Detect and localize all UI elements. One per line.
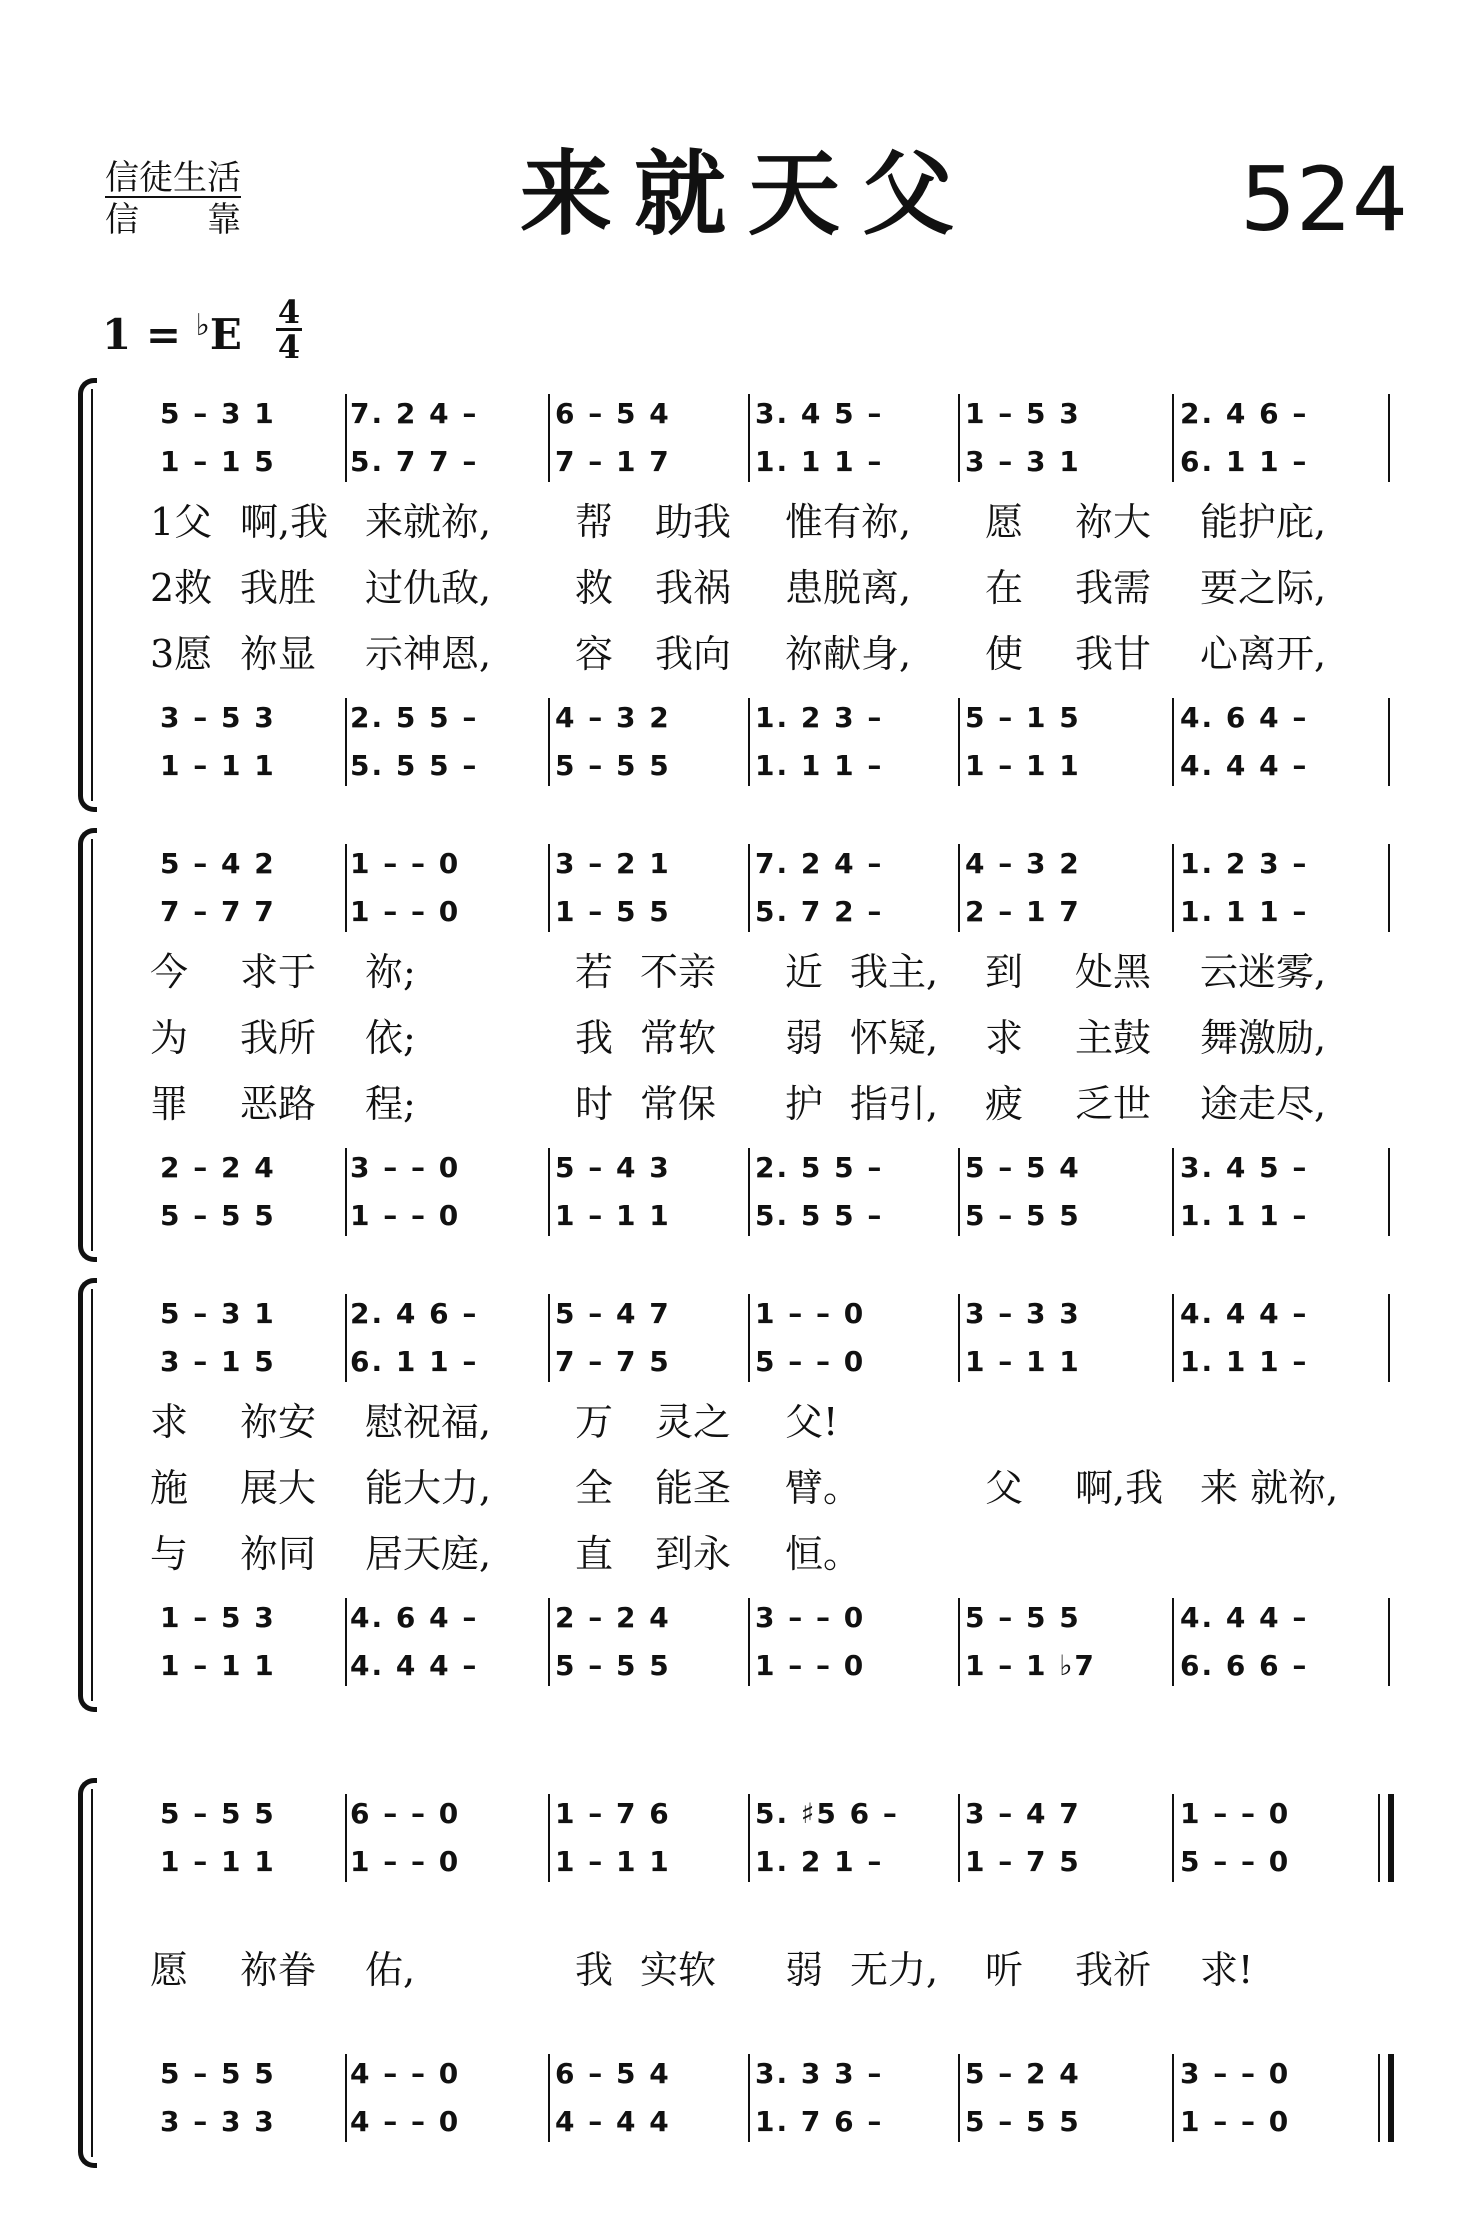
lyric-syllable: 听: [985, 1948, 1024, 1992]
barline: [548, 2054, 550, 2142]
barline: [345, 394, 347, 482]
category-label: 信徒生活: [105, 158, 241, 198]
barline: [1388, 1294, 1390, 1382]
barline: [958, 698, 960, 786]
lower-voice-2-measure: 4 – 4 4: [555, 2105, 671, 2138]
lyric-syllable: 万: [575, 1400, 614, 1444]
lyric-syllable: 我所: [240, 1016, 317, 1060]
barline: [548, 1148, 550, 1236]
barline: [345, 1598, 347, 1686]
upper-voice-1-measure: 3 – 3 3: [965, 1297, 1081, 1330]
lower-voice-1-measure: 4 – – 0: [350, 2057, 461, 2090]
upper-voice-2-measure: 5. 7 7 –: [350, 445, 479, 478]
upper-voice-2-measure: 3 – 3 1: [965, 445, 1081, 478]
lyric-syllable: 惟有祢,: [785, 500, 912, 544]
upper-voice-1-measure: 5 – 4 2: [160, 847, 276, 880]
upper-voice-1-measure: 1 – 5 3: [965, 397, 1081, 430]
lyric-syllable: 到永: [655, 1532, 732, 1576]
lower-voice-1-measure: 3 – – 0: [755, 1601, 866, 1634]
key-prefix: 1 =: [102, 310, 196, 359]
barline: [958, 2054, 960, 2142]
lower-voice-1-measure: 5 – 5 5: [965, 1601, 1081, 1634]
lower-voice-2-measure: 5. 5 5 –: [350, 749, 479, 782]
barline: [1172, 1148, 1174, 1236]
lower-voice-2-measure: 1 – 1 ♭7: [965, 1649, 1096, 1682]
lower-voice-1-measure: 2 – 2 4: [160, 1151, 276, 1184]
upper-voice-2-measure: 6. 1 1 –: [1180, 445, 1309, 478]
lyric-syllable: 求: [985, 1016, 1024, 1060]
system-brace: [78, 828, 97, 1262]
time-signature: [276, 293, 302, 366]
lower-voice-2-measure: 1 – – 0: [1180, 2105, 1291, 2138]
barline: [748, 1294, 750, 1382]
lyric-syllable: 2救: [150, 566, 213, 610]
lyric-syllable: 啊,我: [1075, 1466, 1164, 1510]
upper-voice-2-measure: 1. 1 1 –: [1180, 895, 1309, 928]
subcategory-label: 信 靠: [105, 200, 241, 240]
lyric-syllable: 恒。: [785, 1532, 862, 1576]
lyric-syllable: 1父: [150, 500, 213, 544]
lyric-syllable: 患脱离,: [785, 566, 912, 610]
lyric-syllable: 主鼓: [1075, 1016, 1152, 1060]
lower-voice-1-measure: 4. 6 4 –: [1180, 701, 1309, 734]
upper-voice-2-measure: 1. 1 1 –: [755, 445, 884, 478]
barline: [548, 1598, 550, 1686]
lyric-syllable: 恶路: [240, 1082, 317, 1126]
upper-voice-1-measure: 1 – 7 6: [555, 1797, 671, 1830]
barline: [1388, 698, 1390, 786]
lyric-syllable: 到: [985, 950, 1024, 994]
lyric-syllable: 在: [985, 566, 1024, 610]
lyric-syllable: 使: [985, 632, 1024, 676]
upper-voice-1-measure: 3 – 4 7: [965, 1797, 1081, 1830]
lower-voice-2-measure: 1. 7 6 –: [755, 2105, 884, 2138]
upper-voice-2-measure: 3 – 1 5: [160, 1345, 276, 1378]
lower-voice-1-measure: 3. 4 5 –: [1180, 1151, 1309, 1184]
barline: [1172, 1794, 1174, 1882]
lyric-syllable: 时: [575, 1082, 614, 1126]
lyric-syllable: 求: [150, 1400, 189, 1444]
lyric-syllable: 若: [575, 950, 614, 994]
barline: [345, 1148, 347, 1236]
lyric-syllable: 直: [575, 1532, 614, 1576]
barline: [548, 1794, 550, 1882]
lyric-syllable: 指引,: [850, 1082, 939, 1126]
barline: [1172, 394, 1174, 482]
barline: [548, 698, 550, 786]
hymn-number: 524: [1240, 148, 1408, 251]
lower-voice-1-measure: 5 – 4 3: [555, 1151, 671, 1184]
barline: [548, 844, 550, 932]
barline: [1388, 1598, 1390, 1686]
lyric-syllable: 能圣: [655, 1466, 732, 1510]
upper-voice-2-measure: 1 – 1 1: [555, 1845, 671, 1878]
upper-voice-1-measure: 4. 4 4 –: [1180, 1297, 1309, 1330]
barline: [1172, 1598, 1174, 1686]
barline: [958, 394, 960, 482]
upper-voice-1-measure: 1 – – 0: [755, 1297, 866, 1330]
barline: [748, 698, 750, 786]
lower-voice-1-measure: 2. 5 5 –: [755, 1151, 884, 1184]
upper-voice-1-measure: 3. 4 5 –: [755, 397, 884, 430]
barline: [958, 1148, 960, 1236]
lyric-syllable: 3愿: [150, 632, 213, 676]
lower-voice-2-measure: 5 – 5 5: [555, 1649, 671, 1682]
lyric-syllable: 为: [150, 1016, 189, 1060]
upper-voice-2-measure: 5 – – 0: [755, 1345, 866, 1378]
lower-voice-2-measure: 5. 5 5 –: [755, 1199, 884, 1232]
lyric-syllable: 祢;: [365, 950, 416, 994]
key-letter: E: [209, 310, 242, 359]
lower-voice-2-measure: 5 – 5 5: [965, 2105, 1081, 2138]
lyric-syllable: 慰祝福,: [365, 1400, 492, 1444]
lyric-syllable: 无力,: [850, 1948, 939, 1992]
lower-voice-1-measure: 5 – 1 5: [965, 701, 1081, 734]
lyric-syllable: 我甘: [1075, 632, 1152, 676]
upper-voice-2-measure: 2 – 1 7: [965, 895, 1081, 928]
upper-voice-1-measure: 7. 2 4 –: [350, 397, 479, 430]
lyric-syllable: 能大力,: [365, 1466, 492, 1510]
barline: [958, 1294, 960, 1382]
lyric-syllable: 常软: [640, 1016, 717, 1060]
upper-voice-1-measure: 1. 2 3 –: [1180, 847, 1309, 880]
upper-voice-2-measure: 5 – – 0: [1180, 1845, 1291, 1878]
upper-voice-2-measure: 1. 2 1 –: [755, 1845, 884, 1878]
barline: [958, 1598, 960, 1686]
lyric-syllable: 能护庇,: [1200, 500, 1327, 544]
lyric-syllable: 云迷雾,: [1200, 950, 1327, 994]
lower-voice-1-measure: 5 – 5 5: [160, 2057, 276, 2090]
lyric-syllable: 来 就祢,: [1200, 1466, 1339, 1510]
barline: [958, 844, 960, 932]
lyric-syllable: 来就祢,: [365, 500, 492, 544]
upper-voice-2-measure: 7 – 1 7: [555, 445, 671, 478]
upper-voice-1-measure: 5 – 5 5: [160, 1797, 276, 1830]
lower-voice-1-measure: 5 – 5 4: [965, 1151, 1081, 1184]
lower-voice-2-measure: 1 – 1 1: [160, 749, 276, 782]
lower-voice-2-measure: 4. 4 4 –: [350, 1649, 479, 1682]
lower-voice-1-measure: 4. 6 4 –: [350, 1601, 479, 1634]
lyric-syllable: 途走尽,: [1200, 1082, 1327, 1126]
lyric-syllable: 祢显: [240, 632, 317, 676]
lyric-syllable: 求!: [1200, 1948, 1254, 1992]
lower-voice-2-measure: 1. 1 1 –: [755, 749, 884, 782]
lyric-syllable: 心离开,: [1200, 632, 1327, 676]
lyric-syllable: 示神恩,: [365, 632, 492, 676]
barline: [748, 1598, 750, 1686]
lower-voice-2-measure: 5 – 5 5: [965, 1199, 1081, 1232]
barline: [1172, 698, 1174, 786]
upper-voice-2-measure: 1 – – 0: [350, 895, 461, 928]
lyric-syllable: 乏世: [1075, 1082, 1152, 1126]
lyric-syllable: 过仇敌,: [365, 566, 492, 610]
barline: [1378, 1794, 1380, 1882]
barline: [1388, 2054, 1394, 2142]
barline: [1172, 1294, 1174, 1382]
lyric-syllable: 疲: [985, 1082, 1024, 1126]
barline: [1388, 844, 1390, 932]
barline: [1388, 1148, 1390, 1236]
lyric-syllable: 我主,: [850, 950, 939, 994]
upper-voice-2-measure: 1 – 1 5: [160, 445, 276, 478]
upper-voice-1-measure: 2. 4 6 –: [1180, 397, 1309, 430]
barline: [1172, 2054, 1174, 2142]
lower-voice-2-measure: 1 – 1 1: [965, 749, 1081, 782]
upper-voice-2-measure: 1 – 7 5: [965, 1845, 1081, 1878]
lyric-syllable: 我祸: [655, 566, 732, 610]
system-brace: [78, 1278, 97, 1712]
lower-voice-2-measure: 4 – – 0: [350, 2105, 461, 2138]
lyric-syllable: 容: [575, 632, 614, 676]
lyric-syllable: 祢安: [240, 1400, 317, 1444]
lyric-syllable: 我: [575, 1016, 614, 1060]
upper-voice-1-measure: 1 – – 0: [1180, 1797, 1291, 1830]
lyric-syllable: 不亲: [640, 950, 717, 994]
lyric-syllable: 要之际,: [1200, 566, 1327, 610]
lyric-syllable: 我: [575, 1948, 614, 1992]
barline: [1378, 2054, 1380, 2142]
lower-voice-1-measure: 1 – 5 3: [160, 1601, 276, 1634]
lyric-syllable: 我向: [655, 632, 732, 676]
lower-voice-2-measure: 1 – – 0: [755, 1649, 866, 1682]
lower-voice-1-measure: 3 – 5 3: [160, 701, 276, 734]
lyric-syllable: 祢眷: [240, 1948, 317, 1992]
lyric-syllable: 祢同: [240, 1532, 317, 1576]
upper-voice-2-measure: 7 – 7 5: [555, 1345, 671, 1378]
barline: [748, 1794, 750, 1882]
lyric-syllable: 施: [150, 1466, 189, 1510]
upper-voice-1-measure: 1 – – 0: [350, 847, 461, 880]
lyric-syllable: 程;: [365, 1082, 416, 1126]
upper-voice-1-measure: 6 – – 0: [350, 1797, 461, 1830]
lyric-syllable: 臂。: [785, 1466, 862, 1510]
lyric-syllable: 弱: [785, 1016, 824, 1060]
lyric-syllable: 祢献身,: [785, 632, 912, 676]
upper-voice-1-measure: 4 – 3 2: [965, 847, 1081, 880]
lyric-syllable: 依;: [365, 1016, 416, 1060]
lyric-syllable: 救: [575, 566, 614, 610]
lower-voice-2-measure: 1 – 1 1: [160, 1649, 276, 1682]
lower-voice-1-measure: 3. 3 3 –: [755, 2057, 884, 2090]
barline: [548, 1294, 550, 1382]
lower-voice-2-measure: 3 – 3 3: [160, 2105, 276, 2138]
lyric-syllable: 祢大: [1075, 500, 1152, 544]
lower-voice-2-measure: 1 – – 0: [350, 1199, 461, 1232]
upper-voice-1-measure: 2. 4 6 –: [350, 1297, 479, 1330]
lower-voice-2-measure: 4. 4 4 –: [1180, 749, 1309, 782]
lower-voice-2-measure: 5 – 5 5: [160, 1199, 276, 1232]
lower-voice-2-measure: 1 – 1 1: [555, 1199, 671, 1232]
upper-voice-2-measure: 1 – 1 1: [160, 1845, 276, 1878]
lyric-syllable: 我需: [1075, 566, 1152, 610]
barline: [345, 1294, 347, 1382]
barline: [748, 1148, 750, 1236]
barline: [1172, 844, 1174, 932]
lyric-syllable: 助我: [655, 500, 732, 544]
meter-bottom: 4: [277, 328, 301, 366]
lower-voice-2-measure: 6. 6 6 –: [1180, 1649, 1309, 1682]
lower-voice-1-measure: 4. 4 4 –: [1180, 1601, 1309, 1634]
barline: [1388, 1794, 1394, 1882]
lyric-syllable: 居天庭,: [365, 1532, 492, 1576]
lyric-syllable: 帮: [575, 500, 614, 544]
barline: [1388, 394, 1390, 482]
lower-voice-1-measure: 3 – – 0: [350, 1151, 461, 1184]
lyric-syllable: 今: [150, 950, 189, 994]
upper-voice-1-measure: 5 – 3 1: [160, 397, 276, 430]
key-signature: [102, 310, 242, 359]
upper-voice-1-measure: 5 – 4 7: [555, 1297, 671, 1330]
lower-voice-1-measure: 5 – 2 4: [965, 2057, 1081, 2090]
lyric-syllable: 全: [575, 1466, 614, 1510]
barline: [345, 1794, 347, 1882]
upper-voice-2-measure: 1. 1 1 –: [1180, 1345, 1309, 1378]
lower-voice-1-measure: 2. 5 5 –: [350, 701, 479, 734]
upper-voice-2-measure: 7 – 7 7: [160, 895, 276, 928]
lyric-syllable: 罪: [150, 1082, 189, 1126]
upper-voice-1-measure: 5. ♯5 6 –: [755, 1797, 899, 1830]
upper-voice-2-measure: 1 – – 0: [350, 1845, 461, 1878]
lyric-syllable: 护: [785, 1082, 824, 1126]
barline: [748, 2054, 750, 2142]
lyric-syllable: 弱: [785, 1948, 824, 1992]
lyric-syllable: 怀疑,: [850, 1016, 939, 1060]
upper-voice-1-measure: 7. 2 4 –: [755, 847, 884, 880]
barline: [345, 2054, 347, 2142]
upper-voice-2-measure: 6. 1 1 –: [350, 1345, 479, 1378]
lyric-syllable: 愿: [150, 1948, 189, 1992]
lower-voice-2-measure: 1. 1 1 –: [1180, 1199, 1309, 1232]
lower-voice-1-measure: 2 – 2 4: [555, 1601, 671, 1634]
upper-voice-1-measure: 6 – 5 4: [555, 397, 671, 430]
lyric-syllable: 求于: [240, 950, 317, 994]
lyric-syllable: 我胜: [240, 566, 317, 610]
lyric-syllable: 啊,我: [240, 500, 329, 544]
meter-top: 4: [277, 293, 301, 331]
lyric-syllable: 舞激励,: [1200, 1016, 1327, 1060]
lyric-syllable: 近: [785, 950, 824, 994]
barline: [958, 1794, 960, 1882]
barline: [748, 394, 750, 482]
lyric-syllable: 父: [985, 1466, 1024, 1510]
lyric-syllable: 处黑: [1075, 950, 1152, 994]
lyric-syllable: 灵之: [655, 1400, 732, 1444]
barline: [345, 844, 347, 932]
upper-voice-1-measure: 5 – 3 1: [160, 1297, 276, 1330]
lyric-syllable: 常保: [640, 1082, 717, 1126]
barline: [748, 844, 750, 932]
lower-voice-1-measure: 1. 2 3 –: [755, 701, 884, 734]
lower-voice-1-measure: 6 – 5 4: [555, 2057, 671, 2090]
lyric-syllable: 父!: [785, 1400, 839, 1444]
barline: [345, 698, 347, 786]
lyric-syllable: 佑,: [365, 1948, 416, 1992]
lyric-syllable: 我祈: [1075, 1948, 1152, 1992]
lyric-syllable: 愿: [985, 500, 1024, 544]
lyric-syllable: 与: [150, 1532, 189, 1576]
lower-voice-2-measure: 5 – 5 5: [555, 749, 671, 782]
system-brace: [78, 1778, 97, 2168]
barline: [548, 394, 550, 482]
lower-voice-1-measure: 4 – 3 2: [555, 701, 671, 734]
upper-voice-2-measure: 5. 7 2 –: [755, 895, 884, 928]
upper-voice-2-measure: 1 – 1 1: [965, 1345, 1081, 1378]
upper-voice-2-measure: 1 – 5 5: [555, 895, 671, 928]
key-flat: ♭: [195, 308, 210, 343]
system-brace: [78, 378, 97, 812]
hymn-title: 来就天父: [520, 141, 977, 248]
lyric-syllable: 展大: [240, 1466, 317, 1510]
lower-voice-1-measure: 3 – – 0: [1180, 2057, 1291, 2090]
lyric-syllable: 实软: [640, 1948, 717, 1992]
upper-voice-1-measure: 3 – 2 1: [555, 847, 671, 880]
